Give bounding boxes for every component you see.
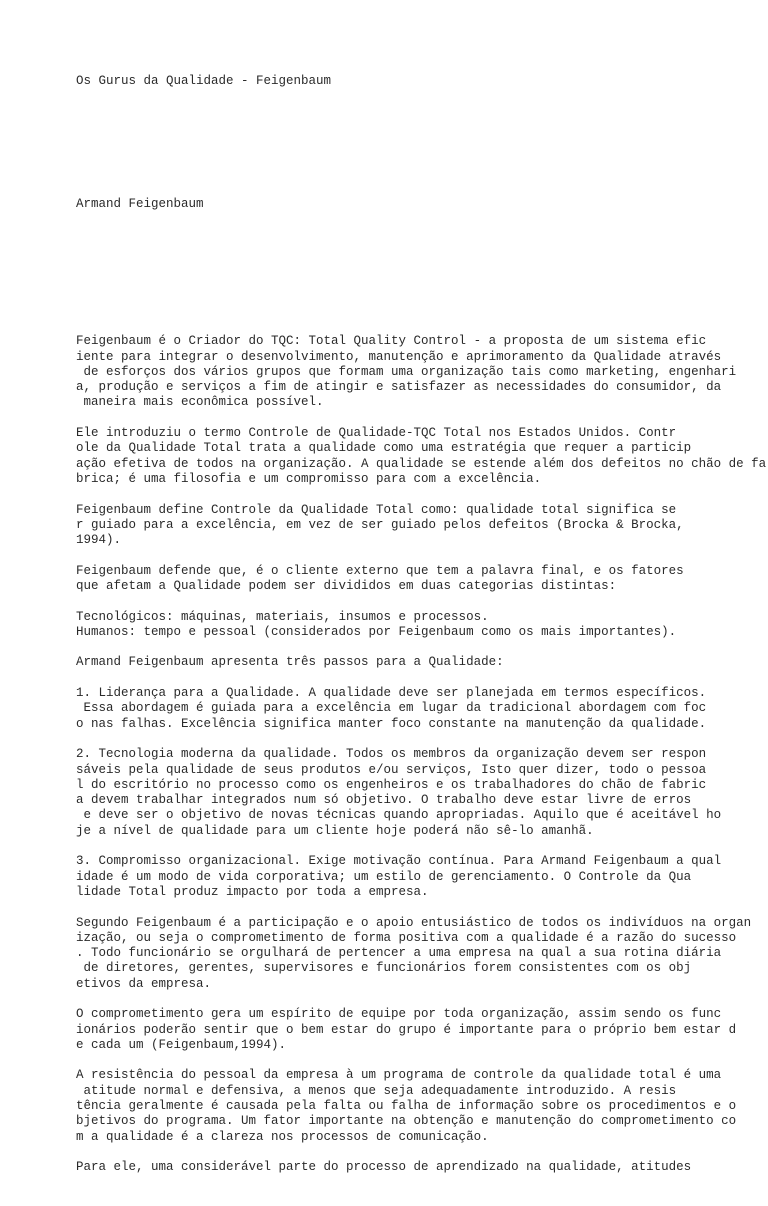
text-line: Feigenbaum é o Criador do TQC: Total Quality Control - a proposta de um sistema efic [76, 334, 707, 349]
text-line: m a qualidade é a clareza nos processos de comunicação. [76, 1129, 489, 1144]
text-line: Feigenbaum define Controle da Qualidade Total como: qualidade total significa se [76, 502, 677, 517]
text-line: ionários poderão sentir que o bem estar do grupo é importante para o próprio bem estar d [76, 1022, 737, 1037]
author-text: Armand Feigenbaum [76, 196, 204, 211]
text-line: ole da Qualidade Total trata a qualidade como uma estratégia que requer a particip [76, 441, 692, 456]
paragraph [76, 747, 766, 839]
text-line: sáveis pela qualidade de seus produtos e/ou serviços, Isto quer dizer, todo o pessoa [76, 762, 707, 777]
text-line: iente para integrar o desenvolvimento, manutenção e aprimoramento da Qualidade através [76, 349, 722, 364]
text-line: Feigenbaum defende que, é o cliente externo que tem a palavra final, e os fatores [76, 563, 684, 578]
text-line: de diretores, gerentes, supervisores e funcionários forem consistentes com os obj [76, 961, 692, 976]
text-line: tência geralmente é causada pela falta ou falha de informação sobre os procedimentos e o [76, 1099, 737, 1114]
text-line: Armand Feigenbaum apresenta três passos para a Qualidade: [76, 655, 504, 670]
paragraph [76, 854, 766, 900]
text-line: o nas falhas. Excelência significa manter foco constante na manutenção da qualidade. [76, 716, 707, 731]
paragraph [76, 334, 766, 410]
text-line: 2. Tecnologia moderna da qualidade. Todos os membros da organização devem ser respon [76, 747, 707, 762]
text-line: Ele introduziu o termo Controle de Qualidade-TQC Total nos Estados Unidos. Contr [76, 426, 677, 441]
text-line: ação efetiva de todos na organização. A qualidade se estende além dos defeitos no chão de fa [76, 456, 767, 471]
text-line: O comprometimento gera um espírito de equipe por toda organização, assim sendo os func [76, 1007, 722, 1022]
text-line: . Todo funcionário se orgulhará de pertencer a uma empresa na qual a sua rotina diária [76, 946, 722, 961]
text-line: de esforços dos vários grupos que formam uma organização tais como marketing, engenhari [76, 364, 737, 379]
paragraph [76, 1007, 766, 1053]
text-line: brica; é uma filosofia e um compromisso para com a excelência. [76, 471, 542, 486]
text-line: bjetivos do programa. Um fator importante na obtenção e manutenção do comprometimento co [76, 1114, 737, 1129]
text-line: a devem trabalhar integrados num só objetivo. O trabalho deve estar livre de erros [76, 793, 692, 808]
document-page [76, 13, 766, 1206]
document-author [76, 166, 766, 242]
text-line: idade é um modo de vida corporativa; um estilo de gerenciamento. O Controle da Qua [76, 869, 692, 884]
text-line: que afetam a Qualidade podem ser divididos em duas categorias distintas: [76, 578, 617, 593]
text-line: ização, ou seja o comprometimento de forma positiva com a qualidade é a razão do sucesso [76, 930, 737, 945]
text-line: l do escritório no processo como os engenheiros e os trabalhadores do chão de fabric [76, 777, 707, 792]
text-line: Essa abordagem é guiada para a excelência em lugar da tradicional abordagem com foc [76, 701, 707, 716]
text-line: e cada um (Feigenbaum,1994). [76, 1037, 287, 1052]
paragraph [76, 916, 766, 992]
text-line: Tecnológicos: máquinas, materiais, insumos e processos. [76, 609, 489, 624]
text-line: 1994). [76, 533, 122, 548]
document-body [76, 334, 766, 1175]
document-header [76, 44, 766, 120]
paragraph [76, 503, 766, 549]
paragraph [76, 686, 766, 732]
text-line: atitude normal e defensiva, a menos que seja adequadamente introduzido. A resis [76, 1083, 677, 1098]
paragraph [76, 655, 766, 670]
text-line: Segundo Feigenbaum é a participação e o apoio entusiástico de todos os indivíduos na organ [76, 915, 752, 930]
paragraph [76, 564, 766, 595]
paragraph [76, 1160, 766, 1175]
paragraph [76, 426, 766, 487]
text-line: 1. Liderança para a Qualidade. A qualidade deve ser planejada em termos específicos. [76, 686, 707, 701]
text-line: je a nível de qualidade para um cliente hoje poderá não sê-lo amanhã. [76, 823, 594, 838]
text-line: lidade Total produz impacto por toda a empresa. [76, 884, 429, 899]
text-line: r guiado para a excelência, em vez de ser guiado pelos defeitos (Brocka & Brocka, [76, 517, 684, 532]
text-line: Humanos: tempo e pessoal (considerados por Feigenbaum como os mais importantes). [76, 624, 677, 639]
paragraph [76, 610, 766, 641]
text-line: 3. Compromisso organizacional. Exige motivação contínua. Para Armand Feigenbaum a qual [76, 854, 722, 869]
header-text: Os Gurus da Qualidade - Feigenbaum [76, 74, 332, 89]
text-line: etivos da empresa. [76, 976, 212, 991]
paragraph [76, 1068, 766, 1144]
text-line: maneira mais econômica possível. [76, 395, 324, 410]
text-line: a, produção e serviços a fim de atingir e satisfazer as necessidades do consumidor, da [76, 380, 722, 395]
text-line: A resistência do pessoal da empresa à um programa de controle da qualidade total é uma [76, 1068, 722, 1083]
text-line: Para ele, uma considerável parte do processo de aprendizado na qualidade, atitudes [76, 1160, 692, 1175]
spacer [76, 288, 766, 303]
text-line: e deve ser o objetivo de novas técnicas quando apropriadas. Aquilo que é aceitável ho [76, 808, 722, 823]
